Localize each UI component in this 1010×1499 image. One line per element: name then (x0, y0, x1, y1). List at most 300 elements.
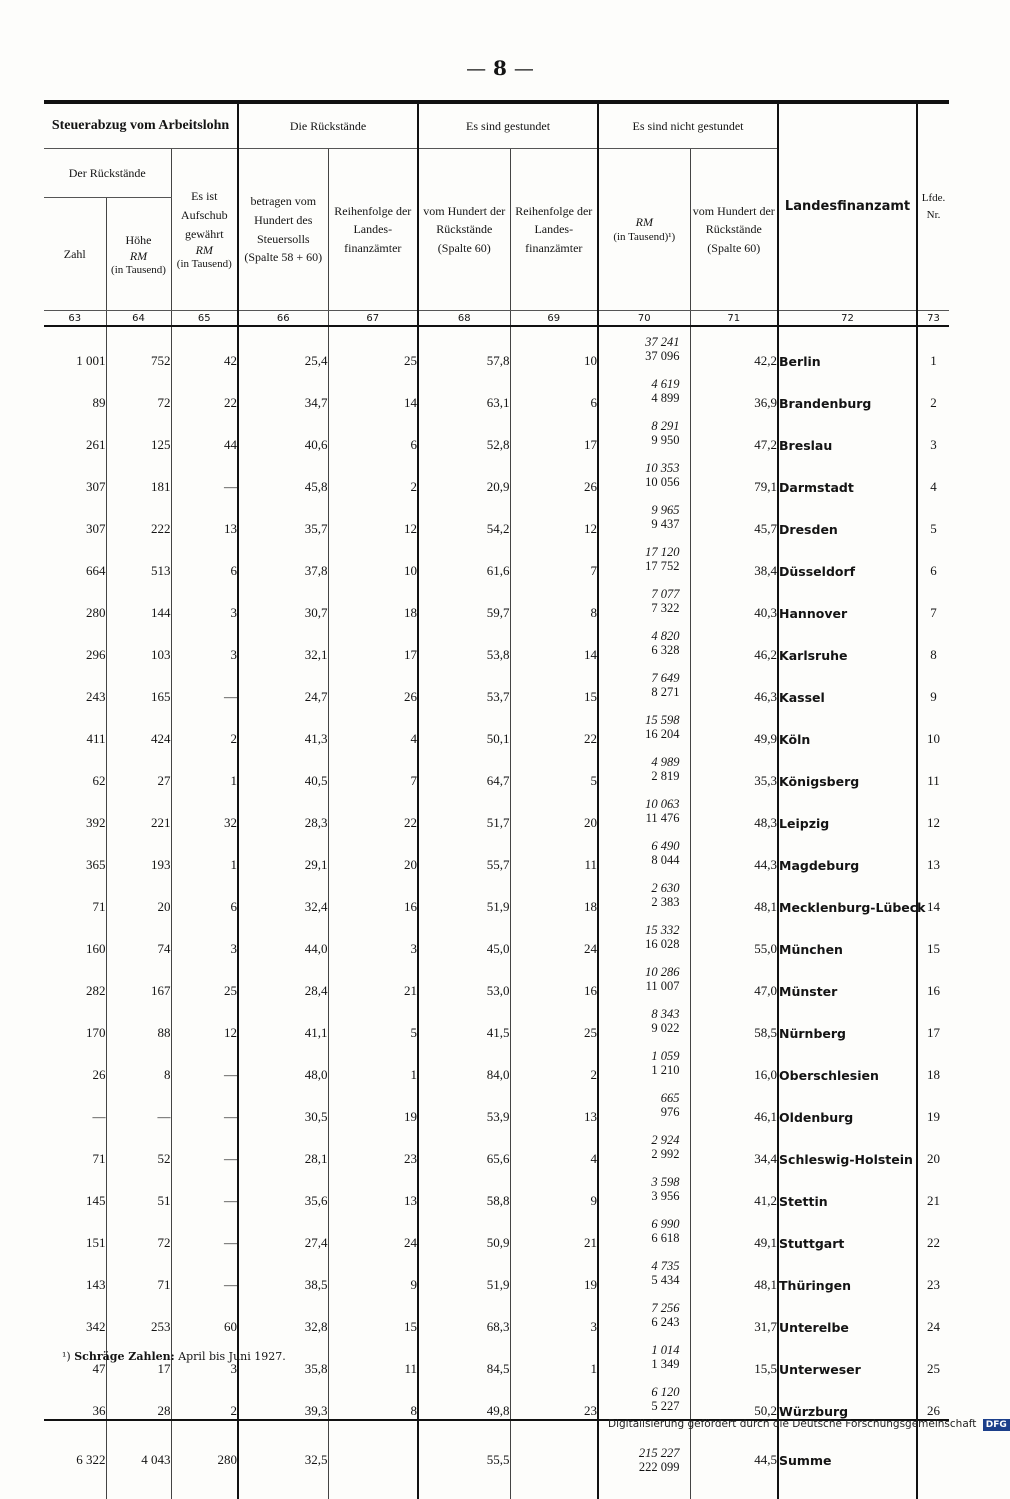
cell-rm-italic: 10 286 (645, 965, 680, 979)
cell-reihe: 24 (328, 1209, 418, 1251)
cell-rm (598, 1125, 690, 1167)
cell-rm (598, 789, 690, 831)
cell-hoehe: 51 (106, 1167, 171, 1209)
cell-rm (598, 1377, 690, 1420)
cell-betragen: 32,8 (238, 1293, 328, 1335)
cell-betragen: 29,1 (238, 831, 328, 873)
cell-reihe: 4 (328, 705, 418, 747)
cell-rm-value: 10 056 (645, 475, 680, 489)
header-vom-hundert: vom Hundert der Rückstände (Spalte 60) (418, 149, 510, 311)
footnote-mark: ¹) (62, 1350, 71, 1363)
sub-der-rueckstaende: Der Rückstände (44, 149, 171, 198)
cell-hundert: 84,0 (418, 1041, 510, 1083)
cell-hundert2: 48,1 (690, 1251, 778, 1293)
cell-nr: 23 (917, 1251, 949, 1293)
cell-hoehe: — (106, 1083, 171, 1125)
table-row (44, 915, 949, 957)
header-rm (598, 149, 690, 311)
table-row (44, 453, 949, 495)
cell-rm-italic: 17 120 (645, 545, 680, 559)
cell-reihe: 3 (328, 915, 418, 957)
header-vom-hundert-2: vom Hundert der Rückstände (Spalte 60) (690, 149, 778, 311)
cell-rm (598, 999, 690, 1041)
cell-hundert: 41,5 (418, 999, 510, 1041)
sum-rm (598, 1420, 690, 1499)
cell-reihe: 26 (328, 663, 418, 705)
table-row (44, 495, 949, 537)
cell-reihe2: 13 (510, 1083, 598, 1125)
cell-hundert2: 50,2 (690, 1377, 778, 1420)
column-number: 64 (106, 311, 171, 327)
cell-hundert: 53,7 (418, 663, 510, 705)
cell-betragen: 34,7 (238, 369, 328, 411)
cell-betragen: 38,5 (238, 1251, 328, 1293)
table-body (44, 326, 949, 1420)
cell-rm-value: 16 028 (645, 937, 680, 951)
cell-hundert2: 38,4 (690, 537, 778, 579)
cell-reihe2: 12 (510, 495, 598, 537)
sum-zahl: 6 322 (44, 1420, 106, 1499)
cell-hoehe: 752 (106, 326, 171, 369)
cell-name: Schleswig-Holstein (778, 1125, 917, 1167)
cell-hundert: 51,9 (418, 1251, 510, 1293)
cell-hundert2: 16,0 (690, 1041, 778, 1083)
cell-hundert: 54,2 (418, 495, 510, 537)
cell-hundert: 59,7 (418, 579, 510, 621)
cell-name: München (778, 915, 917, 957)
cell-betragen: 30,7 (238, 579, 328, 621)
header-hoehe-unit (107, 249, 171, 277)
cell-nr: 15 (917, 915, 949, 957)
cell-nr: 16 (917, 957, 949, 999)
header-aufschub-unit-tausend: (in Tausend) (176, 258, 232, 271)
cell-hundert: 63,1 (418, 369, 510, 411)
sum-aufschub: 280 (171, 1420, 238, 1499)
cell-zahl: 160 (86, 941, 106, 956)
cell-aufschub: 3 (171, 579, 238, 621)
cell-hundert: 49,8 (418, 1377, 510, 1420)
cell-rm-italic: 1 014 (651, 1343, 680, 1357)
cell-name: Königsberg (778, 747, 917, 789)
cell-hundert2: 47,0 (690, 957, 778, 999)
cell-rm (598, 495, 690, 537)
cell-betragen: 28,4 (238, 957, 328, 999)
cell-nr: 8 (917, 621, 949, 663)
cell-rm-italic: 10 353 (645, 461, 680, 475)
cell-zahl: 365 (86, 857, 106, 872)
cell-hundert: 58,8 (418, 1167, 510, 1209)
cell-hoehe: 253 (106, 1293, 171, 1335)
header-hoehe (106, 198, 171, 311)
cell-reihe2: 14 (510, 621, 598, 663)
cell-nr: 22 (917, 1209, 949, 1251)
cell-aufschub: — (171, 1041, 238, 1083)
cell-name: Köln (778, 705, 917, 747)
cell-zahl: 411 (86, 731, 106, 746)
cell-rm-value: 11 007 (645, 979, 680, 993)
header-aufschub-label: Es ist Aufschub gewährt (180, 189, 228, 241)
cell-reihe: 22 (328, 789, 418, 831)
cell-hoehe: 125 (106, 411, 171, 453)
cell-reihe: 9 (328, 1251, 418, 1293)
cell-betragen: 35,7 (238, 495, 328, 537)
header-rm-tausend: (in Tausend)¹) (613, 230, 676, 243)
column-number: 69 (510, 311, 598, 327)
cell-betragen: 44,0 (238, 915, 328, 957)
cell-rm (598, 621, 690, 663)
cell-rm-italic: 8 343 (651, 1007, 680, 1021)
cell-name: Darmstadt (778, 453, 917, 495)
cell-aufschub: 1 (171, 747, 238, 789)
sum-lfd (917, 1420, 949, 1499)
table-row (44, 1251, 949, 1293)
cell-aufschub: — (171, 663, 238, 705)
cell-name: Nürnberg (778, 999, 917, 1041)
cell-rm (598, 915, 690, 957)
cell-reihe2: 3 (510, 1293, 598, 1335)
cell-hundert: 50,9 (418, 1209, 510, 1251)
cell-rm-italic: 4 735 (651, 1259, 680, 1273)
cell-reihe: 10 (328, 537, 418, 579)
cell-betragen: 39,3 (238, 1377, 328, 1420)
cell-name: Berlin (778, 326, 917, 369)
cell-reihe2: 19 (510, 1251, 598, 1293)
cell-reihe2: 18 (510, 873, 598, 915)
cell-nr: 19 (917, 1083, 949, 1125)
cell-nr: 1 (917, 326, 949, 369)
cell-aufschub: 42 (171, 326, 238, 369)
cell-hundert2: 48,1 (690, 873, 778, 915)
cell-rm-value: 2 992 (651, 1147, 680, 1161)
cell-aufschub: 13 (171, 495, 238, 537)
cell-rm-value: 17 752 (645, 559, 680, 573)
cell-nr: 26 (917, 1377, 949, 1420)
cell-zahl: 307 (86, 479, 106, 494)
cell-zahl: 89 (92, 395, 106, 410)
cell-nr: 21 (917, 1167, 949, 1209)
cell-hundert: 53,8 (418, 621, 510, 663)
cell-aufschub: 60 (171, 1293, 238, 1335)
cell-rm-value: 6 328 (651, 643, 680, 657)
cell-reihe: 15 (328, 1293, 418, 1335)
header-aufschub (171, 149, 238, 311)
cell-zahl: 243 (86, 689, 106, 704)
cell-reihe: 21 (328, 957, 418, 999)
cell-zahl: 71 (92, 1151, 106, 1166)
cell-aufschub: — (171, 453, 238, 495)
cell-rm-value: 16 204 (645, 727, 680, 741)
cell-name: Karlsruhe (778, 621, 917, 663)
cell-zahl: — (92, 1109, 106, 1124)
group-rueckstaende: Die Rückstände (238, 102, 418, 149)
column-number: 72 (778, 311, 917, 327)
cell-rm-value: 4 899 (651, 391, 680, 405)
cell-hundert: 64,7 (418, 747, 510, 789)
cell-reihe2: 10 (510, 326, 598, 369)
cell-betragen: 32,1 (238, 621, 328, 663)
column-number: 65 (171, 311, 238, 327)
cell-reihe: 17 (328, 621, 418, 663)
cell-hundert2: 45,7 (690, 495, 778, 537)
cell-reihe: 5 (328, 999, 418, 1041)
dfg-logo: DFG (983, 1419, 1010, 1431)
table-row (44, 579, 949, 621)
cell-reihe2: 8 (510, 579, 598, 621)
cell-nr: 20 (917, 1125, 949, 1167)
cell-hundert: 50,1 (418, 705, 510, 747)
cell-hundert: 45,0 (418, 915, 510, 957)
cell-betragen: 37,8 (238, 537, 328, 579)
cell-aufschub: 2 (171, 1377, 238, 1420)
cell-reihe2: 1 (510, 1335, 598, 1377)
cell-rm-italic: 6 490 (651, 839, 680, 853)
cell-rm (598, 1041, 690, 1083)
cell-hoehe: 20 (106, 873, 171, 915)
cell-hoehe: 165 (106, 663, 171, 705)
cell-hundert2: 42,2 (690, 326, 778, 369)
cell-betragen: 28,3 (238, 789, 328, 831)
cell-aufschub: 22 (171, 369, 238, 411)
sum-hoehe: 4 043 (106, 1420, 171, 1499)
cell-nr: 2 (917, 369, 949, 411)
column-number-row (44, 311, 949, 327)
cell-reihe2: 15 (510, 663, 598, 705)
cell-rm-italic: 6 120 (651, 1385, 680, 1399)
cell-name: Unterelbe (778, 1293, 917, 1335)
table-row (44, 1293, 949, 1335)
cell-name: Stettin (778, 1167, 917, 1209)
table-row (44, 369, 949, 411)
header-aufschub-unit (172, 243, 238, 271)
cell-reihe: 1 (328, 1041, 418, 1083)
sum-reihe-2 (510, 1420, 598, 1499)
cell-nr: 6 (917, 537, 949, 579)
cell-hoehe: 222 (106, 495, 171, 537)
header-hoehe-label: Höhe (125, 232, 152, 247)
cell-hoehe: 28 (106, 1377, 171, 1420)
table-row (44, 999, 949, 1041)
cell-reihe2: 2 (510, 1041, 598, 1083)
cell-hoehe: 181 (106, 453, 171, 495)
cell-hundert2: 31,7 (690, 1293, 778, 1335)
cell-zahl: 261 (86, 437, 106, 452)
cell-reihe: 7 (328, 747, 418, 789)
cell-reihe2: 17 (510, 411, 598, 453)
cell-hoehe: 74 (106, 915, 171, 957)
cell-rm-italic: 7 256 (651, 1301, 680, 1315)
cell-rm-value: 5 434 (651, 1273, 680, 1287)
cell-rm-italic: 7 077 (651, 587, 680, 601)
cell-hundert2: 41,2 (690, 1167, 778, 1209)
cell-name: Hannover (778, 579, 917, 621)
table-row (44, 537, 949, 579)
cell-hoehe: 27 (106, 747, 171, 789)
cell-name: Oldenburg (778, 1083, 917, 1125)
cell-nr: 5 (917, 495, 949, 537)
cell-nr: 17 (917, 999, 949, 1041)
cell-rm (598, 411, 690, 453)
cell-betragen: 30,5 (238, 1083, 328, 1125)
cell-reihe: 16 (328, 873, 418, 915)
table-row (44, 1377, 949, 1420)
cell-name: Thüringen (778, 1251, 917, 1293)
cell-rm (598, 369, 690, 411)
cell-rm-italic: 665 (660, 1091, 680, 1105)
cell-aufschub: 12 (171, 999, 238, 1041)
cell-zahl: 26 (92, 1067, 106, 1082)
cell-hundert2: 79,1 (690, 453, 778, 495)
cell-betragen: 28,1 (238, 1125, 328, 1167)
cell-zahl: 62 (92, 773, 106, 788)
sum-betragen: 32,5 (238, 1420, 328, 1499)
cell-betragen: 45,8 (238, 453, 328, 495)
cell-rm-value: 976 (660, 1105, 680, 1119)
cell-hoehe: 17 (106, 1335, 171, 1377)
cell-rm (598, 1083, 690, 1125)
column-number: 63 (44, 311, 106, 327)
column-number: 70 (598, 311, 690, 327)
cell-hundert2: 34,4 (690, 1125, 778, 1167)
header-lfd-nr: Lfde. Nr. (917, 102, 949, 311)
cell-aufschub: 3 (171, 621, 238, 663)
sum-row (44, 1420, 949, 1499)
cell-hundert: 61,6 (418, 537, 510, 579)
cell-aufschub: 3 (171, 915, 238, 957)
cell-hundert: 84,5 (418, 1335, 510, 1377)
cell-nr: 25 (917, 1335, 949, 1377)
cell-name: Münster (778, 957, 917, 999)
header-zahl: Zahl (44, 198, 106, 311)
cell-zahl: 47 (92, 1361, 106, 1376)
cell-name: Brandenburg (778, 369, 917, 411)
cell-aufschub: — (171, 1083, 238, 1125)
cell-aufschub: — (171, 1167, 238, 1209)
cell-betragen: 25,4 (238, 326, 328, 369)
cell-betragen: 48,0 (238, 1041, 328, 1083)
cell-hoehe: 513 (106, 537, 171, 579)
cell-reihe2: 7 (510, 537, 598, 579)
page-number-dash-left: — (466, 56, 487, 80)
cell-nr: 11 (917, 747, 949, 789)
page-number (0, 56, 1000, 80)
cell-hundert2: 44,3 (690, 831, 778, 873)
cell-nr: 10 (917, 705, 949, 747)
cell-hundert: 53,9 (418, 1083, 510, 1125)
cell-aufschub: 44 (171, 411, 238, 453)
cell-nr: 4 (917, 453, 949, 495)
cell-name: Mecklenburg-Lübeck (778, 873, 917, 915)
cell-name: Oberschlesien (778, 1041, 917, 1083)
cell-hoehe: 103 (106, 621, 171, 663)
column-number: 68 (418, 311, 510, 327)
cell-aufschub: 25 (171, 957, 238, 999)
cell-zahl: 145 (86, 1193, 106, 1208)
sum-hundert-2: 44,5 (690, 1420, 778, 1499)
cell-hoehe: 424 (106, 705, 171, 747)
sum-rm-italic: 215 227 (638, 1446, 680, 1460)
cell-hoehe: 72 (106, 369, 171, 411)
cell-name: Kassel (778, 663, 917, 705)
cell-reihe2: 4 (510, 1125, 598, 1167)
cell-hundert2: 58,5 (690, 999, 778, 1041)
cell-hundert: 52,8 (418, 411, 510, 453)
cell-rm-italic: 7 649 (651, 671, 680, 685)
cell-rm-value: 8 271 (651, 685, 680, 699)
cell-rm (598, 747, 690, 789)
table-row (44, 411, 949, 453)
cell-reihe: 20 (328, 831, 418, 873)
sum-reihe (328, 1420, 418, 1499)
cell-reihe2: 20 (510, 789, 598, 831)
cell-rm (598, 579, 690, 621)
cell-reihe: 8 (328, 1377, 418, 1420)
cell-rm-italic: 4 619 (651, 377, 680, 391)
cell-rm-italic: 37 241 (645, 335, 680, 349)
digitization-credit (608, 1418, 1010, 1431)
cell-hundert: 68,3 (418, 1293, 510, 1335)
footnote-text: April bis Juni 1927. (178, 1350, 286, 1363)
table-row (44, 1125, 949, 1167)
cell-reihe2: 25 (510, 999, 598, 1041)
cell-reihe: 2 (328, 453, 418, 495)
cell-rm (598, 1335, 690, 1377)
cell-rm-value: 9 022 (651, 1021, 680, 1035)
column-number: 73 (917, 311, 949, 327)
header-reihenfolge: Reihenfolge der Landes-finanzämter (328, 149, 418, 311)
cell-rm-italic: 8 291 (651, 419, 680, 433)
cell-aufschub: 6 (171, 873, 238, 915)
tax-arrears-table (44, 100, 949, 1499)
page-number-dash-right: — (513, 56, 534, 80)
cell-nr: 9 (917, 663, 949, 705)
cell-reihe2: 6 (510, 369, 598, 411)
cell-zahl: 392 (86, 815, 106, 830)
cell-hundert2: 46,1 (690, 1083, 778, 1125)
cell-reihe2: 21 (510, 1209, 598, 1251)
cell-rm-value: 7 322 (651, 601, 680, 615)
cell-aufschub: 6 (171, 537, 238, 579)
group-nicht-gestundet: Es sind nicht gestundet (598, 102, 778, 149)
cell-hoehe: 144 (106, 579, 171, 621)
cell-name: Leipzig (778, 789, 917, 831)
table-row (44, 705, 949, 747)
cell-name: Unterweser (778, 1335, 917, 1377)
cell-betragen: 35,8 (238, 1335, 328, 1377)
cell-nr: 3 (917, 411, 949, 453)
cell-betragen: 35,6 (238, 1167, 328, 1209)
header-rm-unit (599, 215, 690, 243)
cell-zahl: 151 (86, 1235, 106, 1250)
cell-rm (598, 957, 690, 999)
cell-rm-value: 2 819 (651, 769, 680, 783)
cell-reihe2: 16 (510, 957, 598, 999)
header-rm-label: RM (635, 215, 653, 230)
cell-rm (598, 326, 690, 369)
cell-rm-value: 6 243 (651, 1315, 680, 1329)
cell-hundert: 51,7 (418, 789, 510, 831)
cell-hundert2: 48,3 (690, 789, 778, 831)
cell-rm-value: 6 618 (651, 1231, 680, 1245)
cell-zahl: 282 (86, 983, 106, 998)
cell-nr: 7 (917, 579, 949, 621)
cell-hoehe: 72 (106, 1209, 171, 1251)
cell-rm-value: 1 349 (651, 1357, 680, 1371)
cell-rm-italic: 3 598 (651, 1175, 680, 1189)
cell-aufschub: 1 (171, 831, 238, 873)
group-gestundet: Es sind gestundet (418, 102, 598, 149)
cell-hundert2: 40,3 (690, 579, 778, 621)
table-row (44, 831, 949, 873)
